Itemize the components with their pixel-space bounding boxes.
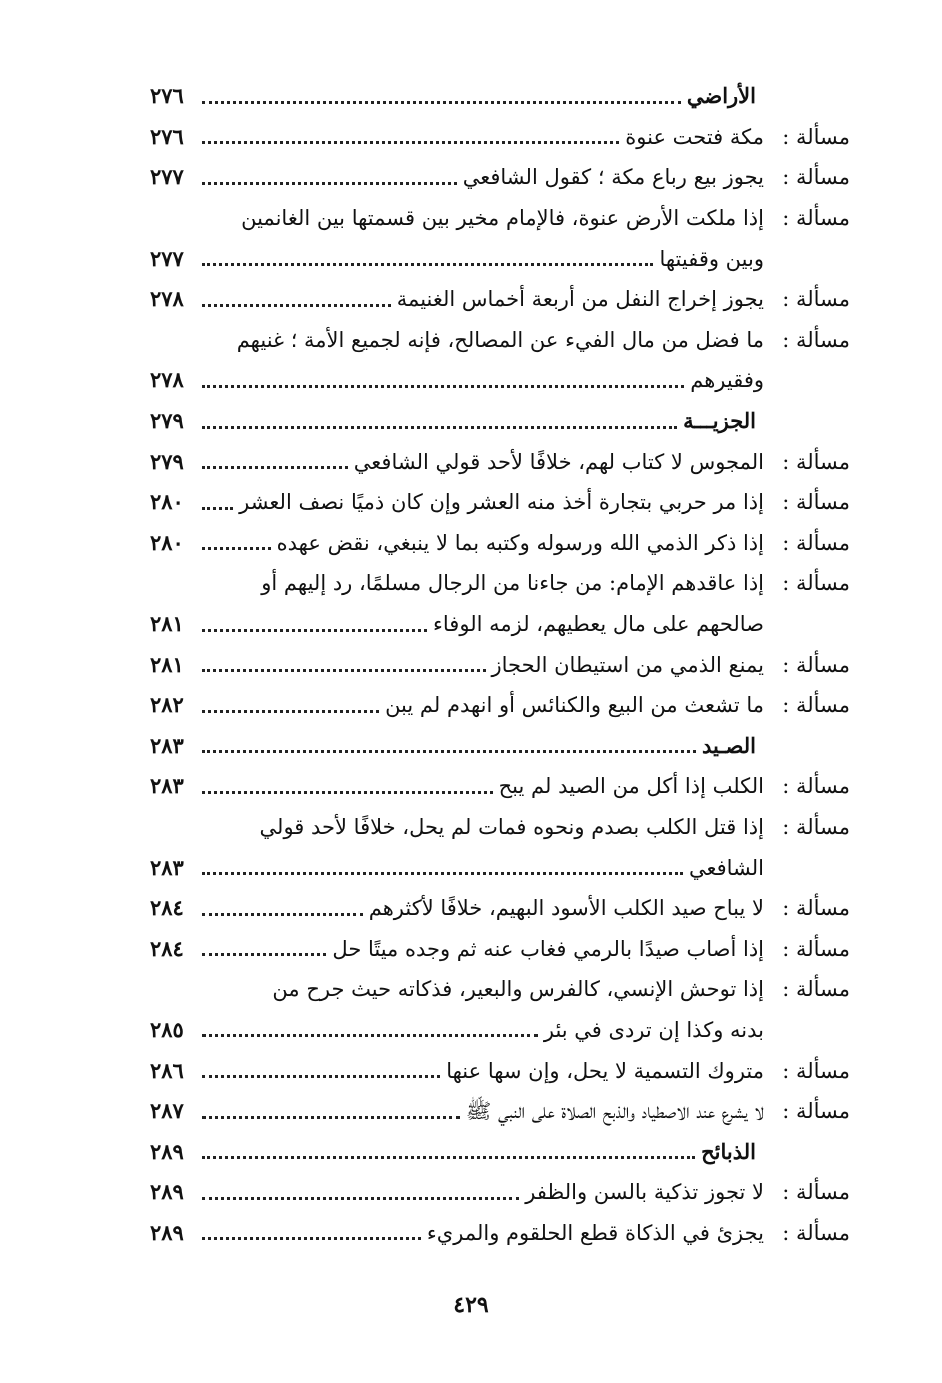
entry-label: مسألة : [782,774,850,799]
entry-title: الكلب إذا أكل من الصيد لم يبح [498,774,764,799]
dot-leader [202,547,271,550]
entry-label: مسألة : [782,1099,850,1124]
entry-title: متروك التسمية لا يحل، وإن سها عنها [446,1058,764,1083]
entry-label: مسألة : [782,165,850,190]
dot-leader [202,426,677,429]
section-heading [150,1131,850,1172]
section-heading [150,726,850,767]
toc-entry [150,563,850,604]
toc-entry [150,441,850,482]
entry-body [150,969,764,1009]
entry-body [150,1010,764,1050]
toc-entry [150,117,850,158]
entry-body [150,848,764,888]
dot-leader [202,791,493,794]
heading-title: الأراضي [686,83,756,109]
dot-leader [202,669,486,672]
dot-leader [202,1237,421,1240]
toc-entry [150,1010,850,1051]
entry-title: وبين وقفيتها [659,246,764,271]
entry-title: وفقيرهم [690,368,764,393]
entry-page-number: ٢٨٠ [150,529,184,555]
entry-label: مسألة : [782,1180,850,1205]
entry-title: مكة فتحت عنوة [625,124,764,149]
toc-entry [150,604,850,645]
entry-label: مسألة : [782,206,850,231]
entry-page-number: ٢٧٦ [150,123,184,149]
heading-title: الجزيـــة [683,408,756,434]
dot-leader [202,1156,695,1159]
entry-label: مسألة : [782,977,850,1002]
entry-body [150,360,764,400]
entry-label: مسألة : [782,693,850,718]
entry-label: مسألة : [782,490,850,515]
toc-entry [150,279,850,320]
entry-body [150,1213,764,1253]
entry-page-number: ٢٨١ [150,611,184,637]
entry-page-number: ٢٧٨ [150,367,184,393]
toc-entry [150,1213,850,1254]
entry-label: مسألة : [782,571,850,596]
dot-leader [202,953,326,956]
entry-title: ما تشعث من البيع والكنائس أو انهدم لم يبن [385,693,764,718]
toc-entry [150,644,850,685]
dot-leader [202,507,233,510]
entry-title: لا يباح صيد الكلب الأسود البهيم، خلافًا لأكثرهم [368,896,764,921]
entry-body [150,1172,764,1212]
toc-entry [150,320,850,361]
toc-entry [150,523,850,564]
entry-page-number: ٢٨٧ [150,1098,184,1124]
toc-entry [150,928,850,969]
entry-title: يجوز بيع رباع مكة ؛ كقول الشافعي [462,165,764,190]
entry-body [150,157,764,197]
entry-body [150,523,764,563]
entry-page-number: ٢٧٧ [150,164,184,190]
entry-body [150,604,764,644]
dot-leader [202,466,348,469]
entry-body [150,401,850,441]
dot-leader [202,304,391,307]
entry-page-number: ٢٨٤ [150,895,184,921]
entry-title: إذا ملكت الأرض عنوة، فالإمام مخير بين قسمتها بين الغانمين [241,206,764,231]
entry-title: ما فضل من مال الفيء عن المصالح، فإنه لجميع الأمة ؛ غنيهم [236,327,764,352]
dot-leader [202,913,363,916]
entry-page-number: ٢٨٩ [150,1179,184,1205]
dot-leader [202,385,684,388]
entry-body [150,563,764,603]
entry-label: مسألة : [782,652,850,677]
entry-page-number: ٢٧٨ [150,286,184,312]
dot-leader [202,1034,538,1037]
toc-entry [150,198,850,239]
table-of-contents [150,76,850,1253]
toc-entry [150,766,850,807]
entry-body [150,645,764,685]
entry-body [150,279,764,319]
entry-body [150,807,764,847]
toc-entry [150,807,850,848]
entry-label: مسألة : [782,124,850,149]
toc-entry [150,1172,850,1213]
section-heading [150,401,850,442]
entry-title: يجوز إخراج النفل من أربعة أخماس الغنيمة [396,287,764,312]
entry-body [150,929,764,969]
entry-label: مسألة : [782,1058,850,1083]
entry-title: يجزئ في الذكاة قطع الحلقوم والمريء [426,1220,764,1245]
entry-body [150,888,764,928]
dot-leader [202,750,696,753]
toc-entry [150,1050,850,1091]
toc-entry [150,238,850,279]
toc-entry [150,157,850,198]
entry-title: إذا توحش الإنسي، كالفرس والبعير، فذكاته حيث جرح من [272,977,764,1002]
entry-title: إذا أصاب صيدًا بالرمي فغاب عنه ثم وجده ميتًا حل [332,936,764,961]
dot-leader [202,263,653,266]
dot-leader [202,872,683,875]
entry-title: لا يشرع عند الاصطياد والذبح الصلاة على النبي ﷺ [465,1099,764,1124]
entry-label: مسألة : [782,449,850,474]
entry-page-number: ٢٧٩ [150,408,184,434]
entry-page-number: ٢٨٦ [150,1057,184,1083]
entry-page-number: ٢٨٩ [150,1138,184,1164]
entry-title: يمنع الذمي من استيطان الحجاز [491,652,764,677]
dot-leader [202,1197,519,1200]
entry-title: المجوس لا كتاب لهم، خلافًا لأحد قولي الشافعي [353,449,764,474]
toc-entry [150,685,850,726]
entry-label: مسألة : [782,814,850,839]
entry-body [150,1051,764,1091]
dot-leader [202,629,427,632]
entry-label: مسألة : [782,327,850,352]
heading-title: الصـيد [702,732,756,758]
toc-entry [150,1091,850,1132]
entry-title: إذا قتل الكلب بصدم ونحوه فمات لم يحل، خلافًا لأحد قولي [259,814,764,839]
entry-title: صالحهم على مال يعطيهم، لزمه الوفاء [433,612,764,637]
entry-label: مسألة : [782,896,850,921]
entry-page-number: ٢٨٢ [150,692,184,718]
toc-entry [150,482,850,523]
entry-page-number: ٢٨٥ [150,1016,184,1042]
entry-label: مسألة : [782,530,850,555]
entry-page-number: ٢٨٣ [150,773,184,799]
entry-body [150,1132,850,1172]
dot-leader [202,182,457,185]
entry-body [150,320,764,360]
entry-title: لا تجوز تذكية بالسن والظفر [525,1180,764,1205]
dot-leader [202,101,681,104]
entry-title: إذا ذكر الذمي الله ورسوله وكتبه بما لا ينبغي، نقض عهده [276,530,764,555]
entry-body [150,766,764,806]
entry-body [150,198,764,238]
entry-body [150,1091,764,1131]
entry-body [150,442,764,482]
toc-entry [150,888,850,929]
entry-body [150,726,850,766]
dot-leader [202,1075,440,1078]
toc-entry [150,360,850,401]
heading-title: الذبائح [701,1138,756,1164]
entry-body [150,76,850,116]
entry-title: إذا مر حربي بتجارة أخذ منه العشر وإن كان ذميًا نصف العشر [239,490,764,515]
dot-leader [202,1116,460,1119]
entry-page-number: ٢٨٣ [150,854,184,880]
entry-page-number: ٢٧٩ [150,448,184,474]
entry-title: بدنه وكذا إن تردى في بئر [543,1017,764,1042]
page-number: ٤٢٩ [453,1292,489,1318]
entry-body [150,685,764,725]
entry-label: مسألة : [782,287,850,312]
entry-page-number: ٢٨٠ [150,489,184,515]
entry-page-number: ٢٧٧ [150,245,184,271]
entry-page-number: ٢٨٤ [150,935,184,961]
entry-page-number: ٢٨٣ [150,732,184,758]
toc-entry [150,847,850,888]
entry-body [150,239,764,279]
dot-leader [202,710,379,713]
entry-page-number: ٢٧٦ [150,83,184,109]
entry-label: مسألة : [782,936,850,961]
entry-body [150,482,764,522]
entry-body [150,117,764,157]
entry-page-number: ٢٨٩ [150,1219,184,1245]
entry-label: مسألة : [782,1220,850,1245]
toc-entry [150,969,850,1010]
dot-leader [202,141,619,144]
entry-title: الشافعي [688,855,764,880]
entry-page-number: ٢٨١ [150,651,184,677]
entry-title: إذا عاقدهم الإمام: من جاءنا من الرجال مسلمًا، رد إليهم أو [261,571,764,596]
section-heading [150,76,850,117]
